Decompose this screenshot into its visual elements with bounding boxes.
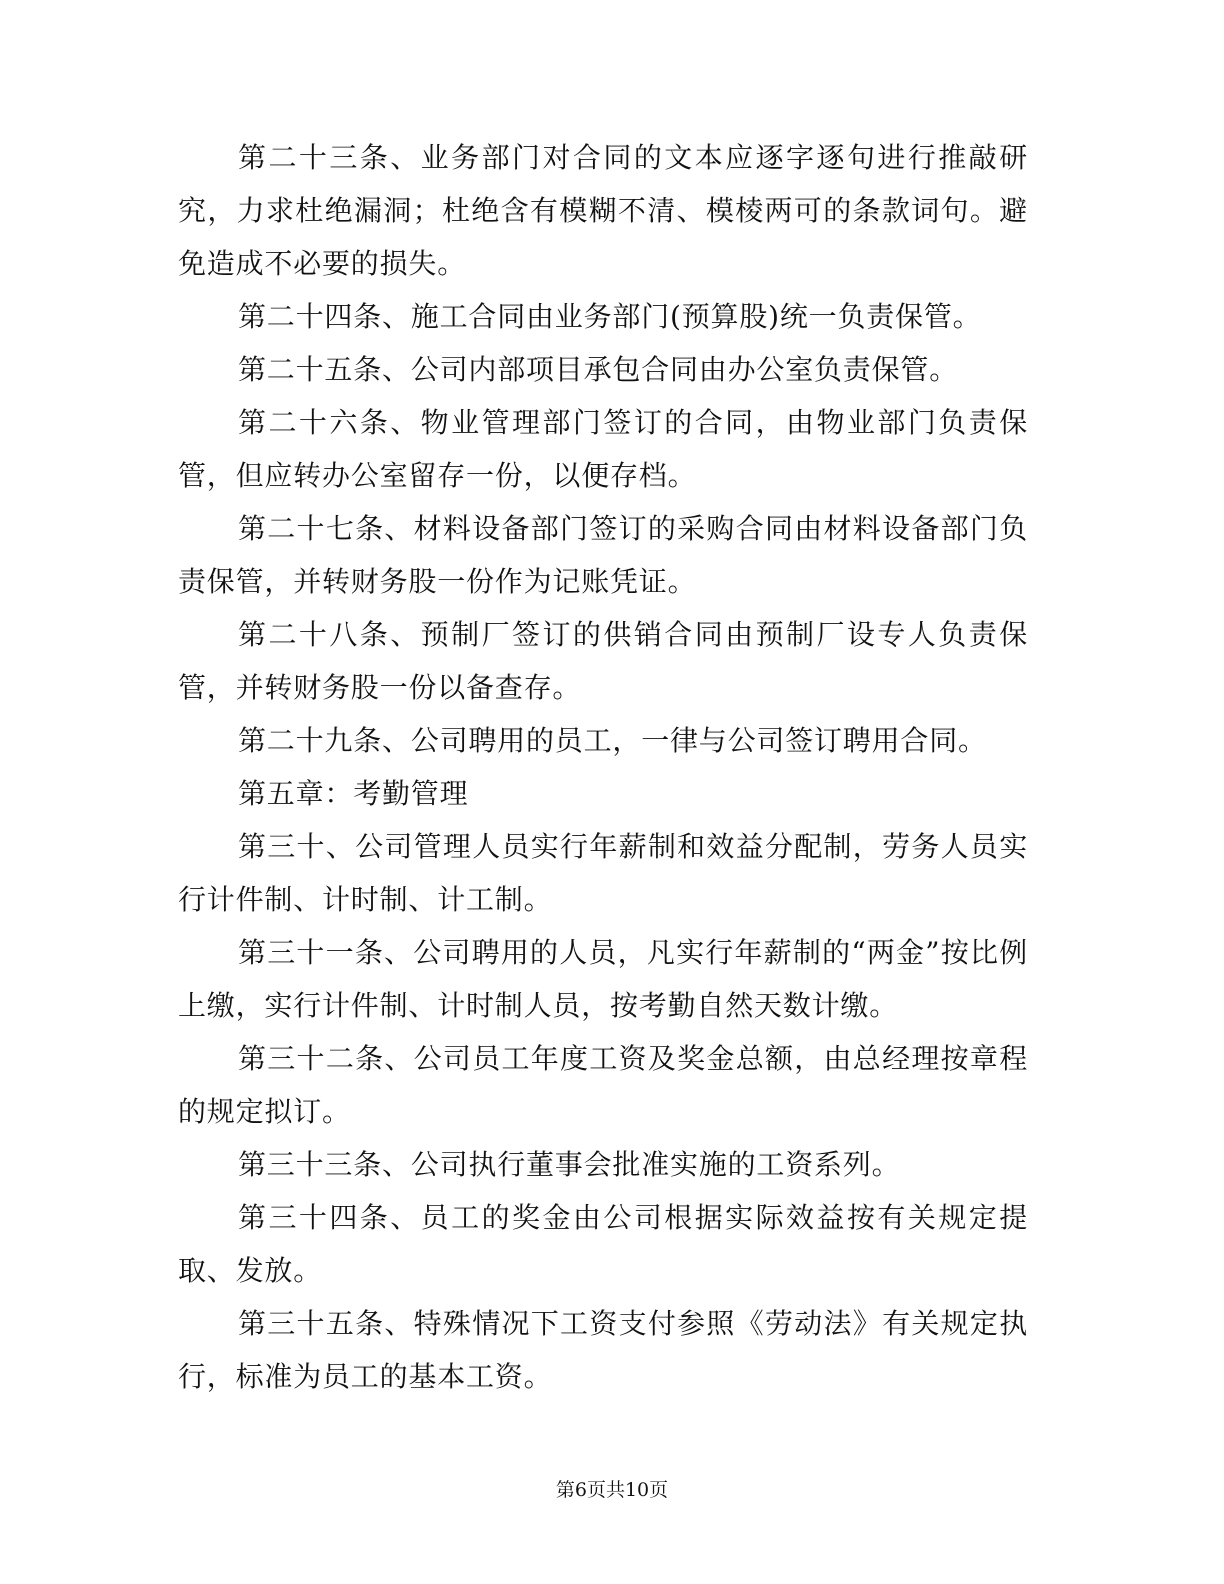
article-31: 第三十一条、公司聘用的人员，凡实行年薪制的“两金”按比例上缴，实行计件制、计时制人员，按考勤自然天数计缴。 [178,936,1028,1022]
document-body [178,131,1028,1403]
article-25: 第二十五条、公司内部项目承包合同由办公室负责保管。 [238,353,959,386]
chapter-5-heading: 第五章：考勤管理 [238,777,469,810]
article-27: 第二十七条、材料设备部门签订的采购合同由材料设备部门负责保管，并转财务股一份作为记账凭证。 [178,512,1028,598]
article-35: 第三十五条、特殊情况下工资支付参照《劳动法》有关规定执行，标准为员工的基本工资。 [178,1307,1028,1393]
article-26: 第二十六条、物业管理部门签订的合同，由物业部门负责保管，但应转办公室留存一份，以便存档。 [178,406,1028,492]
article-28: 第二十八条、预制厂签订的供销合同由预制厂设专人负责保管，并转财务股一份以备查存。 [178,618,1028,704]
article-24: 第二十四条、施工合同由业务部门(预算股)统一负责保管。 [238,300,982,333]
page-number-footer: 第6页共10页 [555,1479,669,1501]
article-29: 第二十九条、公司聘用的员工，一律与公司签订聘用合同。 [238,724,987,757]
article-33: 第三十三条、公司执行董事会批准实施的工资系列。 [238,1148,901,1181]
article-23: 第二十三条、业务部门对合同的文本应逐字逐句进行推敲研究，力求杜绝漏洞；杜绝含有模糊不清、模棱两可的条款词句。避免造成不必要的损失。 [178,141,1028,280]
article-34: 第三十四条、员工的奖金由公司根据实际效益按有关规定提取、发放。 [178,1201,1028,1287]
article-30: 第三十、公司管理人员实行年薪制和效益分配制，劳务人员实行计件制、计时制、计工制。 [178,830,1028,916]
article-32: 第三十二条、公司员工年度工资及奖金总额，由总经理按章程的规定拟订。 [178,1042,1028,1128]
